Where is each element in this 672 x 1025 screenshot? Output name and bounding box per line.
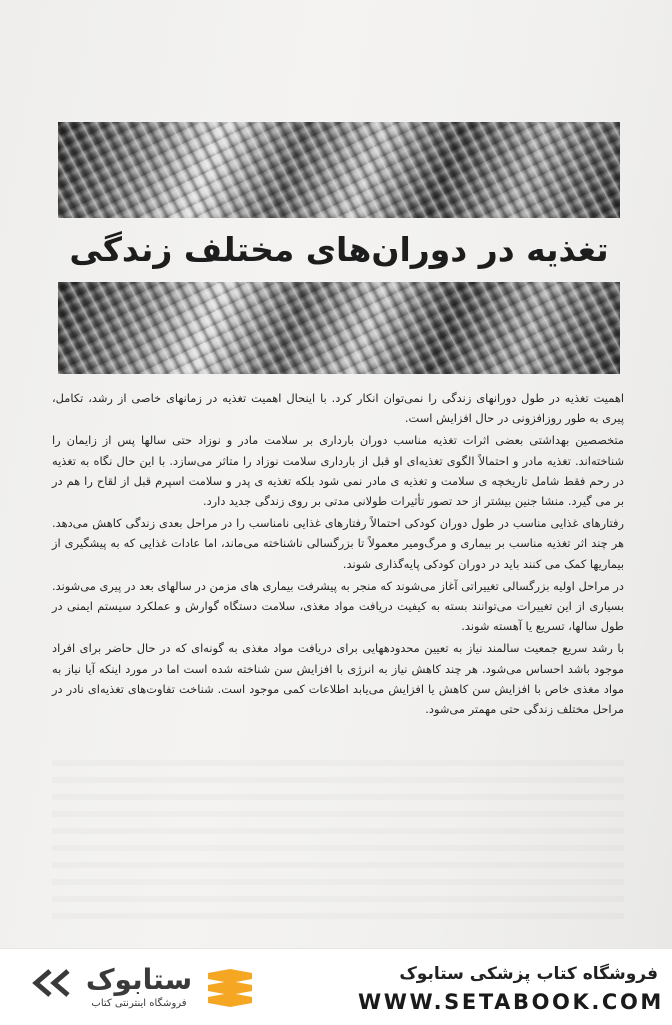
shop-footer — [0, 948, 672, 1025]
setabook-logo[interactable] — [28, 961, 268, 1017]
footer-text-block — [358, 963, 664, 1017]
paragraph-childhood: رفتارهای غذایی مناسب در طول دوران کودکی احتمالاً رفتارهای غذایی نامناسب را در مراحل بعدی زندگی کاهش می‌دهد. هر چند اثر تغذیه مناسب بر بیماری و مرگ‌ومیر معمولاً تا بزرگسالی ناشناخته می‌ماند، اما عادات غذایی که به پیشگیری از بیماریها کمک می کنند باید در دوران کودکی پایه‌گذاری شوند. — [52, 516, 624, 571]
paragraph-pregnancy: متخصصین بهداشتی بعضی اثرات تغذیه مناسب دوران بارداری بر سلامت مادر و نوزاد حتی سالها پس از زایمان را شناخته‌اند. تغذیه مادر و احتمالاً الگوی تغذیه‌ای او قبل از بارداری سلامت نوزاد را متاثر می‌سازد. با این حال نگاه به تغذیه در رحم فقط شامل تاریخچه ی سلامت و تغذیه ی مادر نمی شود بلکه تغذیه ی پدر و سلامت اسپرم قبل از لقاح را هم در بر می گیرد. منشا جنین بیشتر از حد تصور تأثیرات طولانی مدتی بر روی زندگی جدید دارد. — [52, 433, 624, 509]
bleed-through-texture — [52, 760, 624, 930]
chapter-title: تغذیه در دوران‌های مختلف زندگی — [69, 230, 609, 269]
chapter-body — [52, 388, 624, 721]
shop-url-link[interactable]: WWW.SETABOOK.COM — [358, 990, 664, 1014]
logo-wordmark: ستابوک — [85, 963, 193, 996]
logo-tagline: فروشگاه اینترنتی کتاب — [91, 998, 187, 1009]
shop-name: فروشگاه کتاب پزشکی ستابوک — [399, 964, 658, 984]
double-chevron-icon — [28, 969, 82, 997]
stacked-books-icon — [204, 967, 256, 1011]
paragraph-intro: اهمیت تغذیه در طول دورانهای زندگی را نمی‌توان انکار کرد. با اینحال اهمیت تغذیه در زمانهای خاصی از رشد، تکامل، پیری به طور روزافزونی در حال افزایش است. — [52, 391, 624, 426]
chapter-banner-bottom-image — [58, 282, 620, 374]
paragraph-adulthood: در مراحل اولیه بزرگسالی تغییراتی آغاز می‌شوند که منجر به پیشرفت بیماری های مزمن در سالهای بعد در پیری می‌شوند. بسیاری از این تغییرات می‌توانند بسته به کیفیت دریافت مواد مغذی، سلامت دستگاه گوارش و عملکرد سیستم ایمنی در طول سالها، تسریع یا آهسته شوند. — [52, 578, 624, 634]
chapter-banner-top-image — [58, 122, 620, 218]
paragraph-aging: با رشد سریع جمعیت سالمند نیاز به تعیین محدودههایی برای دریافت مواد مغذی به گونه‌ای که در حال حاضر برای افراد موجود باشد احساس می‌شود. هر چند کاهش نیاز به انرژی با افزایش سن شناخته شده است اما در مورد اینکه آیا نیاز به مواد مغذی خاص با افزایش سن کاهش یا افزایش می‌یابد اطلاعات کمی موجود است. شناخت تفاوت‌های تغذیه‌ای نادر در مراحل مختلف زندگی حتی مهمتر می‌شود. — [52, 641, 624, 717]
